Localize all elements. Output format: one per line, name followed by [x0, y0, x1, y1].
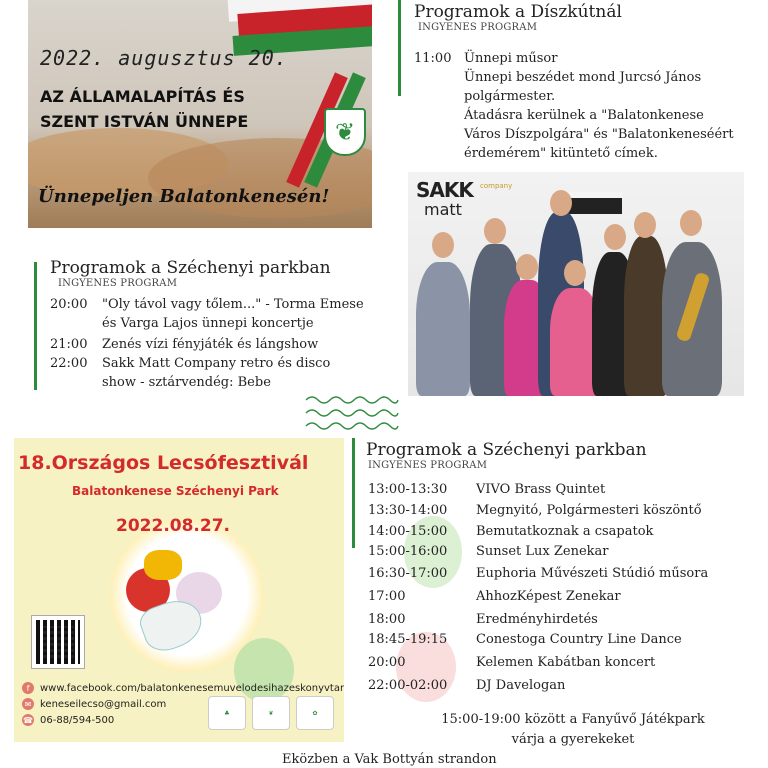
phone-number[interactable]: 06-88/594-500: [40, 714, 115, 726]
sponsor-logos: [208, 696, 334, 730]
description-line: Város Díszpolgára" és "Balatonkeneséért: [464, 127, 734, 142]
schedule-row: [368, 612, 598, 627]
banner-title-line: SZENT ISTVÁN ÜNNEPE: [40, 112, 249, 131]
sponsor-logo: ✿: [296, 696, 334, 730]
schedule-event: Kelemen Kabátban koncert: [476, 655, 656, 670]
description-line: "Oly távol vagy tőlem..." - Torma Emese: [102, 297, 364, 312]
schedule-row: [368, 655, 655, 670]
section-subtitle: INGYENES PROGRAM: [418, 22, 538, 33]
schedule-time: 13:30-14:00: [368, 503, 448, 518]
town-crest-icon: ❦: [324, 108, 366, 156]
crest-logo: ❦: [252, 696, 290, 730]
accent-bar: [34, 262, 37, 390]
schedule-event: AhhozKépest Zenekar: [476, 589, 621, 604]
footer-text: Eközben a Vak Bottyán strandon: [282, 752, 497, 767]
program-row: [414, 49, 754, 163]
poster-title: 18.Országos Lecsófesztivál: [18, 452, 309, 474]
playground-line: várja a gyerekeket: [511, 732, 635, 747]
description-line: érdemérem" kitüntető címek.: [464, 146, 658, 161]
program-description: [102, 295, 364, 333]
band-member-head: [516, 254, 538, 280]
program-table: [50, 295, 364, 392]
holiday-banner: [28, 0, 372, 228]
facebook-icon: f: [22, 682, 34, 694]
schedule-event: DJ Davelogan: [476, 678, 566, 693]
band-member-head: [484, 218, 506, 244]
schedule-time: 17:00: [368, 589, 406, 604]
program-description: [464, 49, 734, 163]
sponsor-logo: ♣: [208, 696, 246, 730]
email-icon: ✉: [22, 698, 34, 710]
schedule-row: [368, 503, 702, 518]
description-line: Ünnepi beszédet mond Jurcsó János: [464, 70, 702, 85]
schedule-time: 16:30-17:00: [368, 566, 448, 581]
program-row: [50, 295, 364, 333]
section-title: Programok a Díszkútnál: [414, 2, 622, 22]
band-member-head: [564, 260, 586, 286]
schedule-time: 18:45-19:15: [368, 632, 448, 647]
band-logo-small: company: [480, 182, 513, 190]
band-photo: [408, 172, 744, 396]
schedule-time: 18:00: [368, 612, 406, 627]
banner-title-line: AZ ÁLLAMALAPÍTÁS ÉS: [40, 87, 245, 106]
lecso-festival-poster: [14, 438, 344, 742]
section-title: Programok a Széchenyi parkban: [50, 258, 331, 278]
schedule-event: VIVO Brass Quintet: [476, 482, 606, 497]
banner-title: [40, 84, 248, 134]
schedule-row: [368, 589, 621, 604]
schedule-event: Megnyitó, Polgármesteri köszöntő: [476, 503, 702, 518]
playground-line: 15:00-19:00 között a Fanyűvő Játékpark: [441, 712, 705, 727]
phone-icon: ☎: [23, 715, 33, 725]
description-line: Ünnepi műsor: [464, 51, 558, 66]
email-link[interactable]: keneseilecso@gmail.com: [40, 698, 167, 710]
accent-bar: [352, 438, 355, 548]
facebook-contact[interactable]: [22, 682, 344, 694]
description-line: show - sztárvendég: Bebe: [102, 375, 271, 390]
schedule-time: 15:00-16:00: [368, 544, 448, 559]
band-member-head: [432, 232, 454, 258]
schedule-time: 22:00-02:00: [368, 678, 448, 693]
band-member-head: [634, 212, 656, 238]
schedule-row: [368, 566, 708, 581]
banner-date: 2022. augusztus 20.: [40, 46, 288, 70]
poster-date: 2022.08.27.: [116, 516, 231, 536]
schedule-event: Sunset Lux Zenekar: [476, 544, 609, 559]
schedule-event: Bemutatkoznak a csapatok: [476, 524, 654, 539]
schedule-time: 13:00-13:30: [368, 482, 448, 497]
band-member-head: [550, 190, 572, 216]
playground-note: [438, 710, 708, 750]
diszkut-section: [414, 2, 754, 163]
program-description: Zenés vízi fényjáték és lángshow: [102, 337, 319, 352]
program-description: [102, 354, 364, 392]
schedule-event: Euphoria Művészeti Stúdió műsora: [476, 566, 709, 581]
band-logo: SAKK: [416, 178, 473, 202]
schedule-row: [368, 482, 605, 497]
schedule-time: 20:00: [368, 655, 406, 670]
program-time: 21:00: [50, 337, 88, 352]
szechenyi-festival-section: [366, 440, 766, 471]
band-logo: matt: [424, 200, 462, 219]
schedule-row: [368, 524, 653, 539]
section-subtitle: INGYENES PROGRAM: [368, 460, 488, 471]
section-subtitle: INGYENES PROGRAM: [58, 278, 178, 289]
description-line: Sakk Matt Company retro és disco: [102, 356, 331, 371]
schedule-time: 14:00-15:00: [368, 524, 448, 539]
accent-bar: [398, 0, 401, 96]
wave-decoration: [304, 394, 400, 434]
program-time: 22:00: [50, 356, 88, 371]
schedule-row: [368, 544, 608, 559]
banner-slogan: Ünnepeljen Balatonkenesén!: [38, 186, 330, 207]
schedule-row: [368, 678, 565, 693]
band-member-head: [680, 210, 702, 236]
band-member-head: [604, 224, 626, 250]
pepper-icon: [144, 550, 182, 580]
section-title: Programok a Széchenyi parkban: [366, 440, 647, 460]
schedule-event: Conestoga Country Line Dance: [476, 632, 682, 647]
description-line: polgármester.: [464, 89, 556, 104]
szechenyi-evening-section: [50, 258, 380, 392]
description-line: és Varga Lajos ünnepi koncertje: [102, 316, 314, 331]
keyboard-shape: [566, 192, 622, 214]
facebook-link[interactable]: www.facebook.com/balatonkenesemuvelodesihazeskonyvtar: [40, 682, 344, 694]
schedule-event: Eredményhirdetés: [476, 612, 598, 627]
qr-code[interactable]: [32, 616, 84, 668]
program-row: [50, 333, 364, 354]
description-line: Átadásra kerülnek a "Balatonkenese: [464, 108, 704, 123]
schedule-row: [368, 632, 682, 647]
band-member: [416, 262, 470, 396]
program-time: 11:00: [414, 51, 452, 66]
program-row: [50, 354, 364, 392]
phone-contact[interactable]: [22, 714, 114, 726]
program-time: 20:00: [50, 297, 88, 312]
email-contact[interactable]: [22, 698, 166, 710]
poster-subtitle: Balatonkenese Széchenyi Park: [72, 484, 279, 498]
